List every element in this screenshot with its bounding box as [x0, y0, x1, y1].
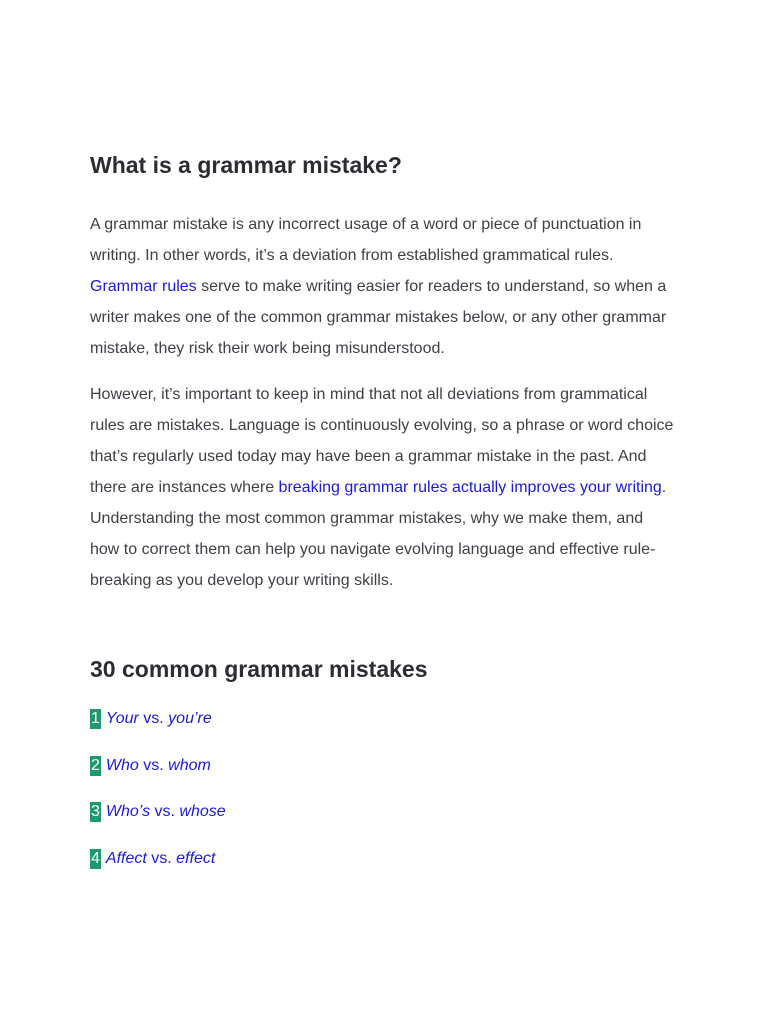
paragraph-text: However, it’s important to keep in mind that not all deviations from grammatical rules are mistakes. Language is continuously evolving, so a phrase or word choice that’s regularly used today may have been a grammar mistake in the past. And there are instances where — [90, 386, 674, 496]
list-item — [90, 706, 676, 732]
paragraph-text: A grammar mistake is any incorrect usage of a word or piece of punctuation in writing. In other words, it’s a deviation from established grammatical rules. — [90, 216, 642, 264]
item-number-badge: 1 — [91, 710, 100, 727]
list-item — [90, 799, 676, 825]
word-a: Who’s — [105, 803, 151, 820]
paragraph-definition — [90, 209, 676, 364]
paragraph-text: . Understanding the most common grammar mistakes, why we make them, and how to correct them can help you navigate evolving language and effective rule-breaking as you develop your writing skills. — [90, 479, 667, 589]
word-b: whom — [168, 756, 211, 774]
vs-label: vs. — [146, 849, 177, 867]
breaking-grammar-rules-link[interactable]: breaking grammar rules actually improves your writing — [278, 479, 662, 496]
section-heading-grammar-mistake: What is a grammar mistake? — [90, 152, 402, 178]
toc-link-whos-whose[interactable] — [106, 799, 226, 825]
item-number-badge: 3 — [91, 803, 100, 820]
toc-link-affect-effect[interactable] — [106, 846, 215, 872]
item-number-badge: 4 — [91, 849, 100, 867]
word-b: whose — [179, 803, 226, 820]
word-a: Affect — [105, 849, 147, 867]
mistakes-list — [90, 706, 676, 872]
item-number-badge: 2 — [91, 756, 100, 774]
word-a: Your — [105, 710, 139, 727]
word-b: effect — [176, 849, 216, 867]
list-item — [90, 753, 676, 779]
toc-link-who-whom[interactable] — [106, 753, 211, 779]
vs-label: vs. — [138, 756, 169, 774]
word-b: you’re — [168, 710, 212, 727]
vs-label: vs. — [138, 710, 169, 727]
section-heading-common-mistakes: 30 common grammar mistakes — [90, 656, 428, 682]
paragraph-evolving-language — [90, 379, 676, 596]
toc-link-your-youre[interactable] — [106, 706, 212, 732]
list-item — [90, 846, 676, 872]
paragraph-text: serve to make writing easier for readers to understand, so when a writer makes one of the common grammar mistakes below, or any other grammar mistake, they risk their work being misunderstood. — [90, 278, 667, 357]
grammar-rules-link[interactable]: Grammar rules — [90, 278, 197, 295]
vs-label: vs. — [150, 803, 180, 820]
word-a: Who — [105, 756, 139, 774]
